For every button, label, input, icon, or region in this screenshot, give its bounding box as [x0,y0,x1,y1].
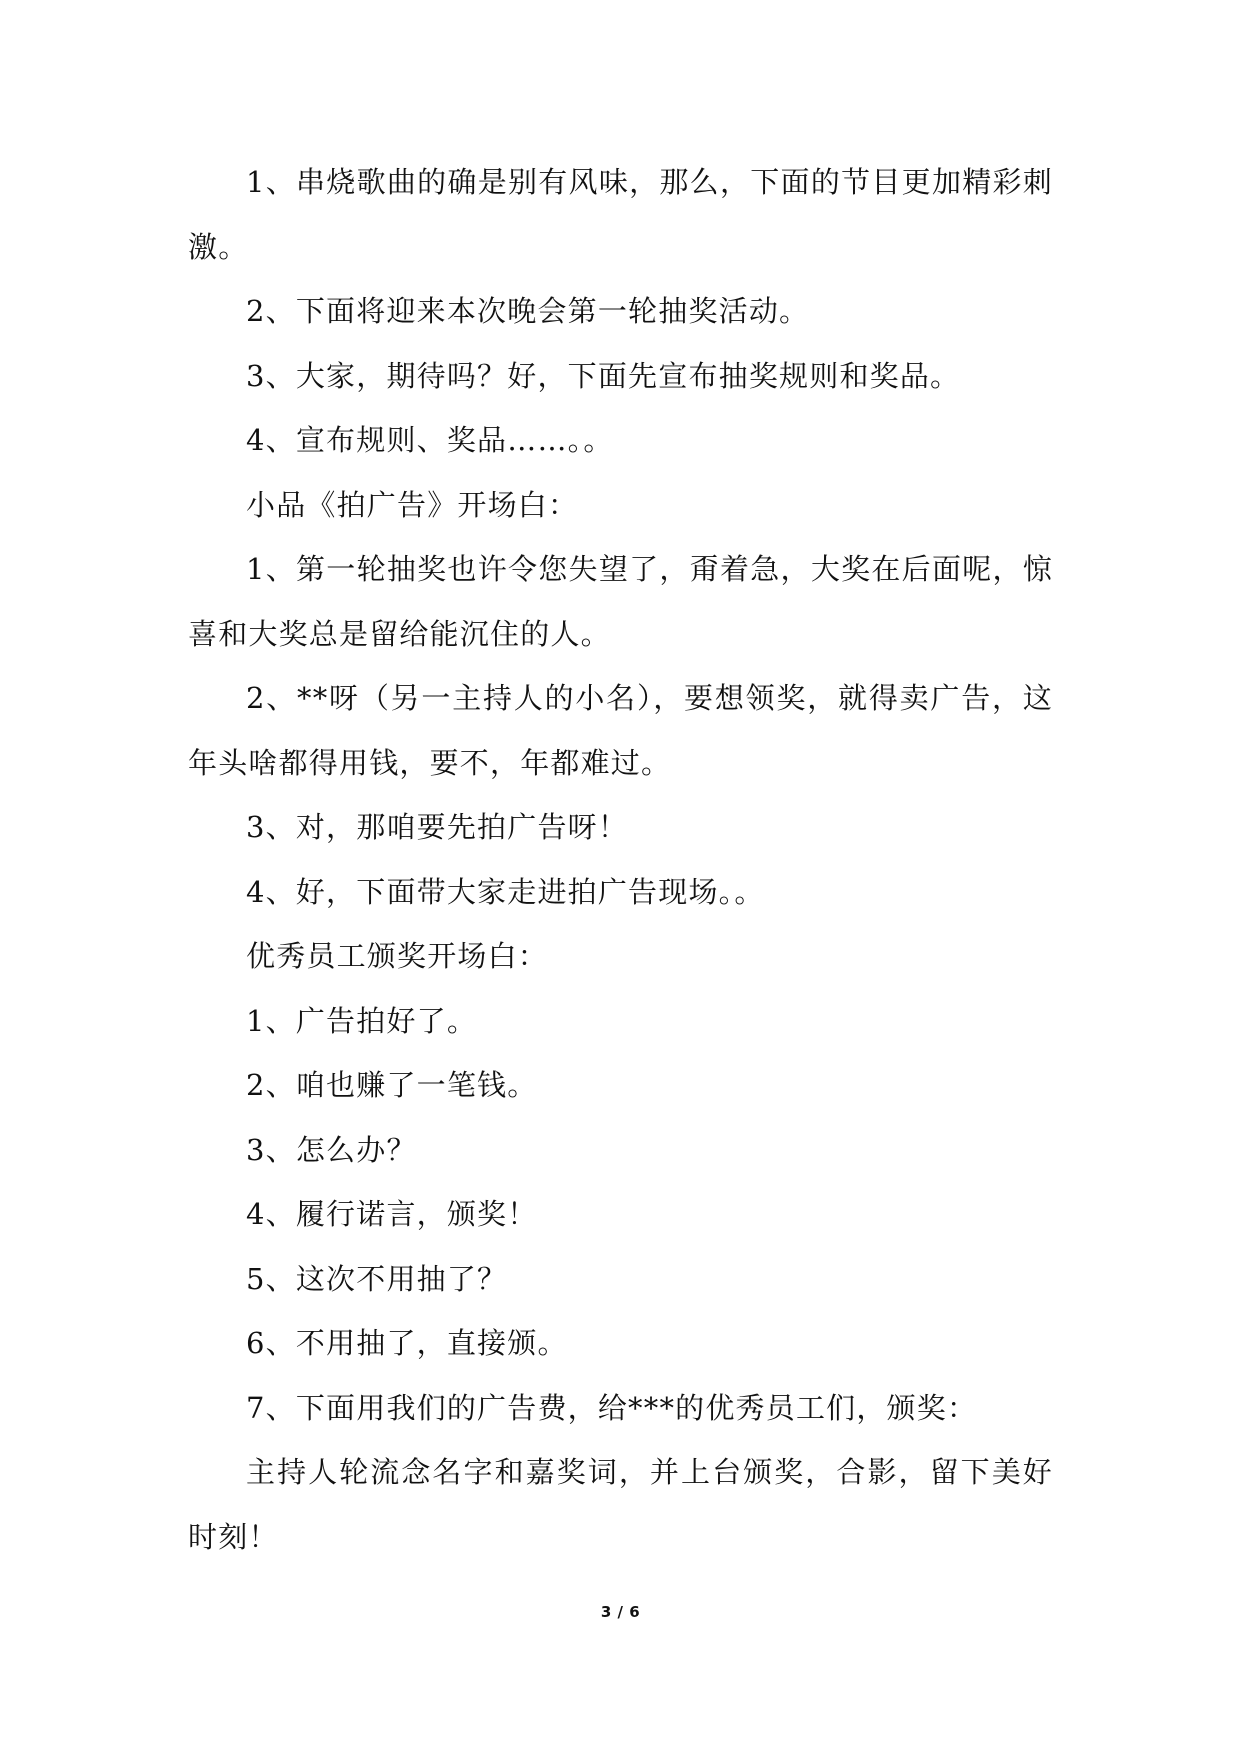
paragraph: 1、串烧歌曲的确是别有风味，那么，下面的节目更加精彩刺激。 [188,165,1053,264]
section-heading: 优秀员工颁奖开场白： [246,939,549,973]
paragraph: 4、履行诺言，颁奖！ [246,1197,538,1231]
section-heading: 小品《拍广告》开场白： [246,487,579,522]
paragraph: 3、大家，期待吗？好，下面先宣布抽奖规则和奖品。 [246,358,961,393]
paragraph: 4、宣布规则、奖品……。。 [246,423,614,457]
paragraph: 2、下面将迎来本次晚会第一轮抽奖活动。 [246,294,810,328]
page-number: 3 / 6 [600,1603,641,1621]
paragraph: 3、对，那咱要先拍广告呀！ [246,810,629,844]
paragraph: 2、**呀（另一主持人的小名），要想领奖，就得卖广告，这年头啥都得用钱，要不，年都难过。 [188,681,1053,780]
paragraph: 1、第一轮抽奖也许令您失望了，甭着急，大奖在后面呢，惊喜和大奖总是留给能沉住的人。 [188,552,1053,651]
paragraph: 6、不用抽了，直接颁。 [246,1326,568,1360]
paragraph: 1、广告拍好了。 [246,1003,478,1038]
paragraph: 2、咱也赚了一笔钱。 [246,1068,538,1102]
paragraph: 3、怎么办？ [246,1132,417,1167]
paragraph: 5、这次不用抽了？ [246,1261,508,1296]
paragraph: 4、好，下面带大家走进拍广告现场。。 [246,874,765,909]
paragraph: 主持人轮流念名字和嘉奖词，并上台颁奖，合影，留下美好时刻！ [188,1455,1053,1554]
paragraph: 7、下面用我们的广告费，给***的优秀员工们，颁奖： [246,1390,978,1425]
document-body [188,150,1053,1569]
